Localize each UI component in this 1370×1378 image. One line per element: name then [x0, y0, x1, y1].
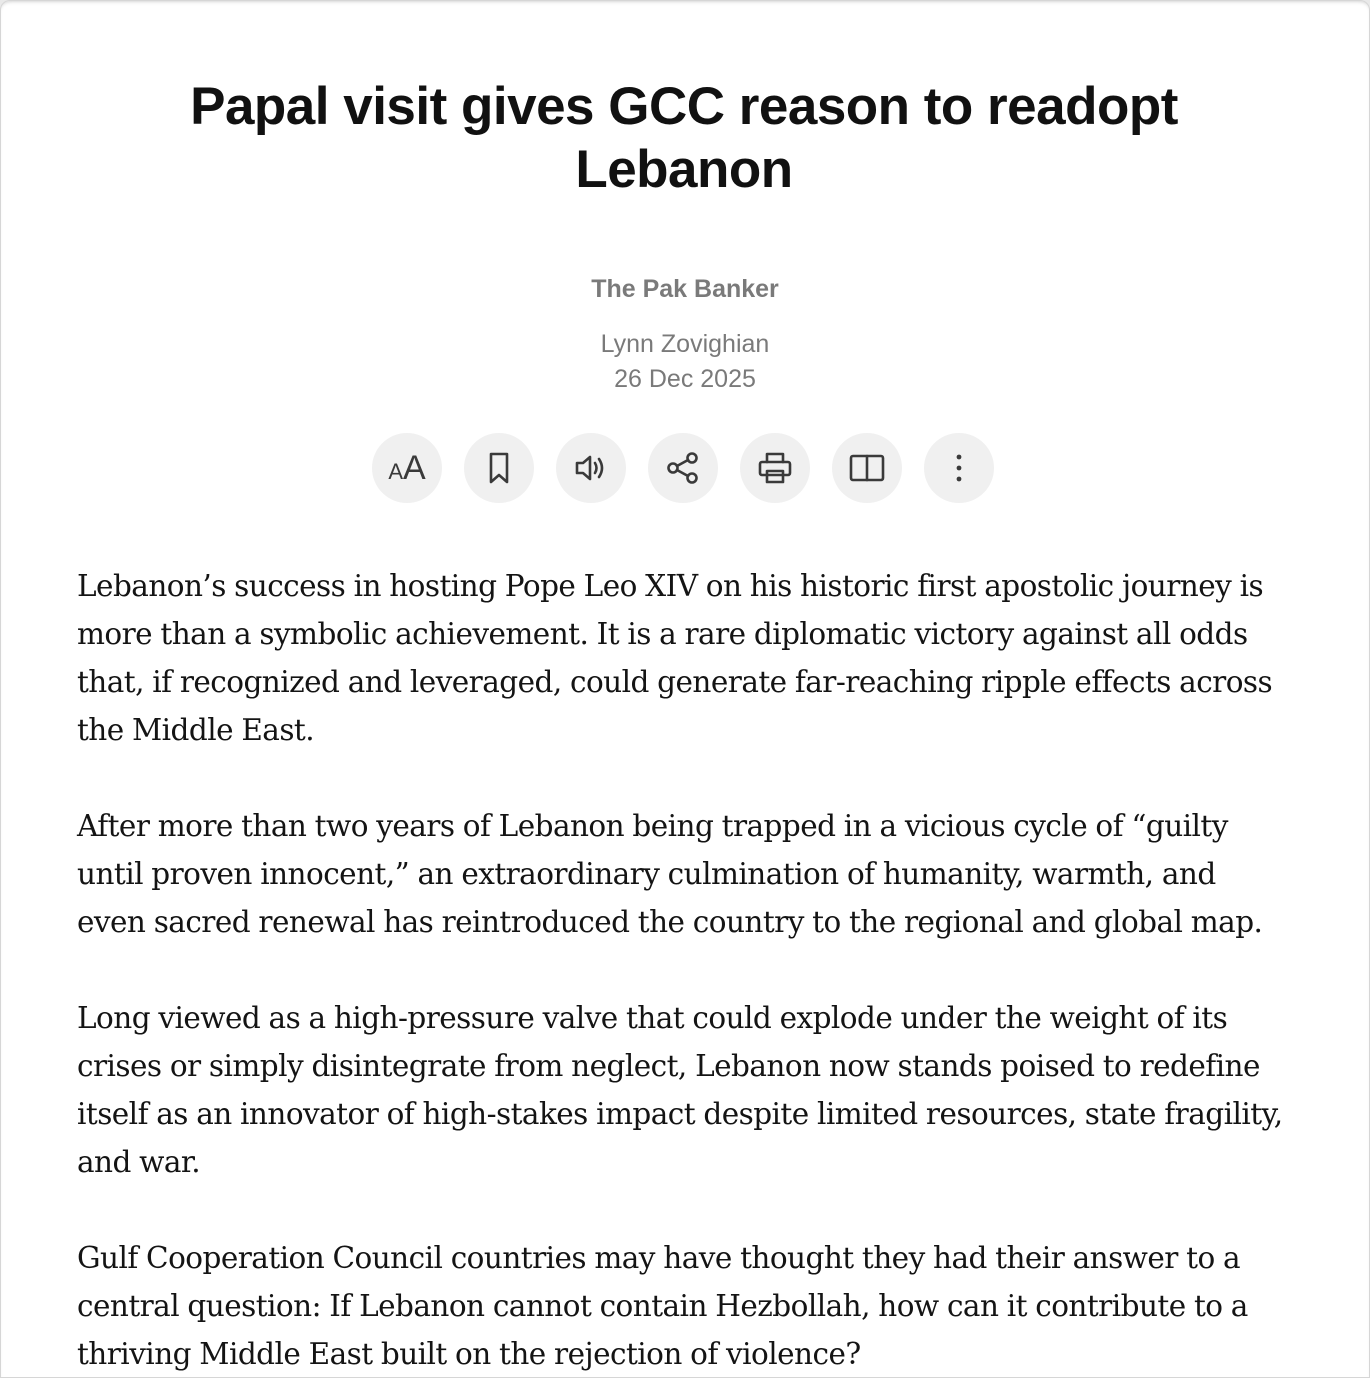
article-paragraph: Gulf Cooperation Council countries may have thought they had their answer to a central question: If Lebanon cannot contain Hezbollah, how can it contribute to a thriving Middle East built on the rejection of violence?	[77, 1241, 1248, 1371]
split-view-icon	[848, 449, 886, 487]
print-icon	[756, 449, 794, 487]
article-body	[77, 562, 1289, 1378]
bookmark-icon	[480, 449, 518, 487]
share-icon	[664, 449, 702, 487]
article-paragraph: After more than two years of Lebanon being trapped in a vicious cycle of “guilty until proven innocent,” an extraordinary culmination of humanity, warmth, and even sacred renewal has reintroduced the country to the regional and global map.	[77, 809, 1263, 939]
text-size-icon: A A	[388, 449, 426, 487]
more-icon	[940, 449, 978, 487]
article-paragraph: Long viewed as a high-pressure valve that could explode under the weight of its crises or simply disintegrate from neglect, Lebanon now stands poised to redefine itself as an innovator of high-stakes impact despite limited resources, state fragility, and war.	[77, 1001, 1283, 1179]
more-options-button[interactable]	[924, 433, 994, 503]
bookmark-button[interactable]	[464, 433, 534, 503]
article-title: Papal visit gives GCC reason to readopt Lebanon	[190, 77, 1178, 199]
listen-button[interactable]	[556, 433, 626, 503]
article-source: The Pak Banker	[591, 275, 779, 303]
article-author: Lynn Zovighian	[600, 330, 770, 358]
print-button[interactable]	[740, 433, 810, 503]
article-paragraph: Lebanon’s success in hosting Pope Leo XIV on his historic first apostolic journey is more than a symbolic achievement. It is a rare diplomatic victory against all odds that, if recognized and leveraged, could generate far-reaching ripple effects across the Middle East.	[77, 569, 1273, 747]
speaker-icon	[572, 449, 610, 487]
share-button[interactable]	[648, 433, 718, 503]
byline	[1, 327, 1369, 397]
article-date: 26 Dec 2025	[614, 365, 756, 393]
text-size-button[interactable]	[372, 433, 442, 503]
article-toolbar	[372, 433, 994, 503]
split-view-button[interactable]	[832, 433, 902, 503]
